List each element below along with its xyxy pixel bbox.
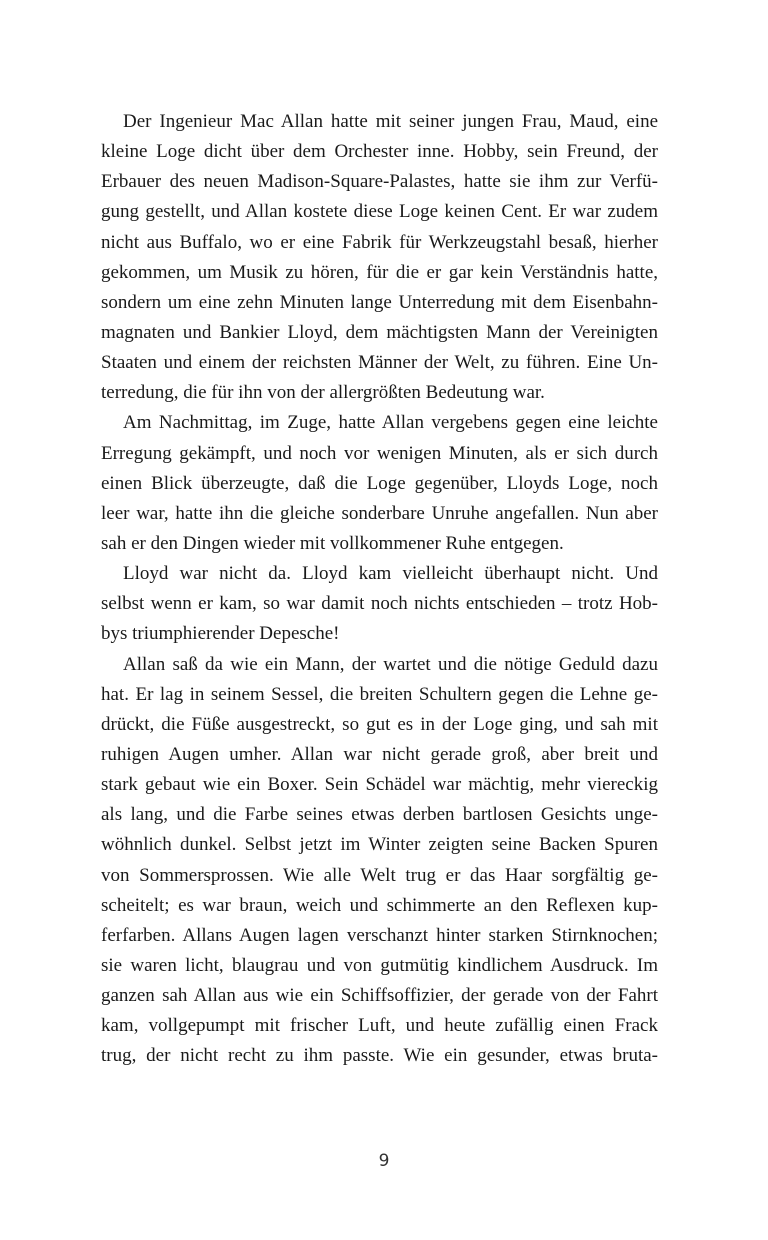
text-line: magnaten und Bankier Lloyd, dem mächtigsten Mann der Vereinigten — [101, 321, 658, 343]
text-line: Allan saß da wie ein Mann, der wartet und die nötige Geduld dazu — [123, 653, 658, 675]
text-line: selbst wenn er kam, so war damit noch nichts entschieden – trotz Hob- — [101, 593, 658, 615]
text-line: scheitelt; es war braun, weich und schimmerte an den Reflexen kup- — [101, 894, 658, 916]
paragraph — [101, 408, 658, 559]
text-line: sondern um eine zehn Minuten lange Unterredung mit dem Eisenbahn- — [101, 291, 658, 313]
text-line: drückt, die Füße ausgestreckt, so gut es in der Loge ging, und sah mit — [101, 713, 658, 735]
text-line: stark gebaut wie ein Boxer. Sein Schädel war mächtig, mehr viereckig — [101, 774, 658, 796]
text-line: Staaten und einem der reichsten Männer der Welt, zu führen. Eine Un- — [101, 352, 658, 374]
text-line: sah er den Dingen wieder mit vollkommener Ruhe entgegen. — [101, 532, 564, 554]
text-line: einen Blick überzeugte, daß die Loge gegenüber, Lloyds Loge, noch — [101, 472, 658, 494]
paragraph — [101, 650, 658, 1072]
text-line: bys triumphierender Depesche! — [101, 623, 340, 645]
text-line: ruhigen Augen umher. Allan war nicht gerade groß, aber breit und — [101, 743, 658, 765]
text-line: von Sommersprossen. Wie alle Welt trug er das Haar sorgfältig ge- — [101, 864, 658, 886]
text-line: ferfarben. Allans Augen lagen verschanzt hinter starken Stirnknochen; — [101, 924, 658, 946]
text-line: Der Ingenieur Mac Allan hatte mit seiner jungen Frau, Maud, eine — [123, 111, 658, 132]
text-line: nicht aus Buffalo, wo er eine Fabrik für Werkzeugstahl besaß, hierher — [101, 231, 658, 253]
text-line: kleine Loge dicht über dem Orchester inne. Hobby, sein Freund, der — [101, 141, 658, 163]
text-line: terredung, die für ihn von der allergrößten Bedeutung war. — [101, 382, 545, 404]
text-line: kam, vollgepumpt mit frischer Luft, und heute zufällig einen Frack — [101, 1015, 658, 1037]
text-line: hat. Er lag in seinem Sessel, die breiten Schultern gegen die Lehne ge- — [101, 683, 658, 705]
text-line: Erbauer des neuen Madison-Square-Palastes, hatte sie ihm zur Verfü- — [101, 171, 658, 193]
text-line: Erregung gekämpft, und noch vor wenigen Minuten, als er sich durch — [101, 442, 658, 464]
text-line: trug, der nicht recht zu ihm passte. Wie ein gesunder, etwas bruta- — [101, 1045, 658, 1067]
text-line: als lang, und die Farbe seines etwas derben bartlosen Gesichts unge- — [101, 804, 658, 826]
text-line: Lloyd war nicht da. Lloyd kam vielleicht überhaupt nicht. Und — [123, 563, 658, 585]
paragraph — [101, 107, 658, 408]
text-line: gekommen, um Musik zu hören, für die er gar kein Verständnis hatte, — [101, 261, 658, 283]
text-line: leer war, hatte ihn die gleiche sonderbare Unruhe angefallen. Nun aber — [101, 502, 658, 524]
text-line: ganzen sah Allan aus wie ein Schiffsoffizier, der gerade von der Fahrt — [101, 985, 658, 1007]
text-line: sie waren licht, blaugrau und von gutmütig kindlichem Ausdruck. Im — [101, 954, 658, 976]
text-line: Am Nachmittag, im Zuge, hatte Allan vergebens gegen eine leichte — [123, 412, 658, 434]
text-line: wöhnlich dunkel. Selbst jetzt im Winter zeigten seine Backen Spuren — [101, 834, 658, 856]
paragraph — [101, 559, 658, 649]
text-line: gung gestellt, und Allan kostete diese Loge keinen Cent. Er war zudem — [101, 201, 658, 223]
body-text — [101, 107, 658, 1072]
page-number: 9 — [378, 1151, 390, 1171]
